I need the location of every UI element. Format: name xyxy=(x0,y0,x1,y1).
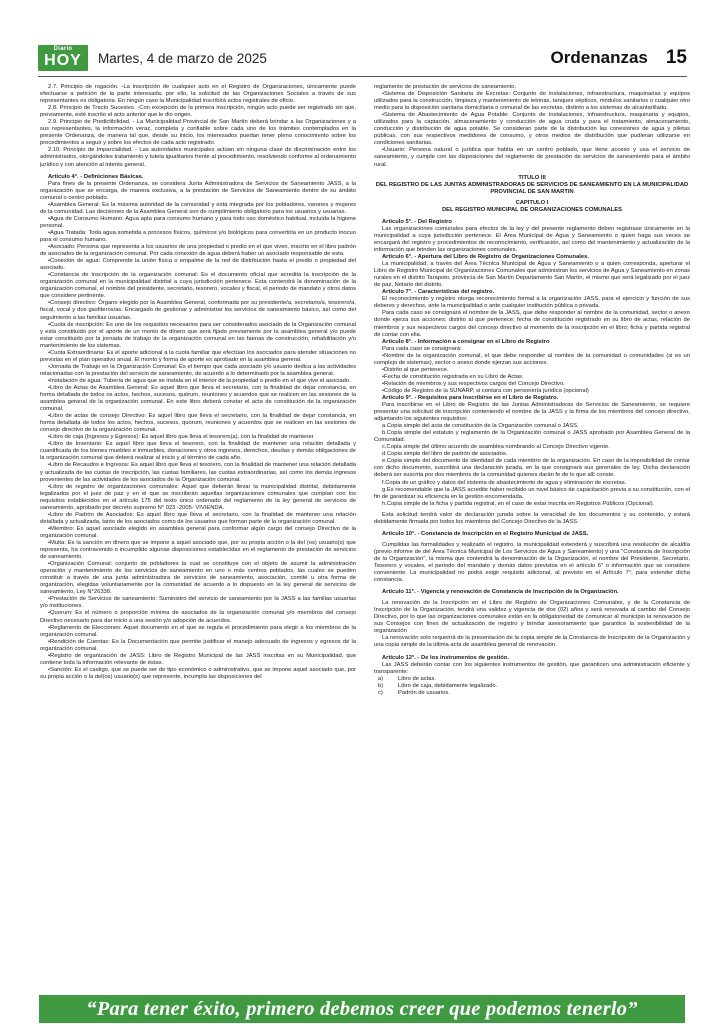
definition-item: •Reglamento de Elecciones: Aquel documento en el que se regula el procedimiento para elegir a los miembros de la organización comunal. xyxy=(40,624,356,638)
title-heading: TITULO III xyxy=(518,174,546,181)
definition-item: •Libro de actas de consejo Directivo: Es aquel libro que lleva el secretario, con la finalidad de dejar constancia, en forma detallada de todos los actos, hechos, sucesos, quorum, reuniones y acuerdos que se realicen en las sesiones de consejo directivo de la organización comunal. xyxy=(40,413,356,434)
list-marker: b) xyxy=(378,682,384,689)
definition-item: •Rendición de Cuentas: Es la Documentación que permite justificar el manejo adecuado de ingresos y egresos de la organización comunal. xyxy=(40,638,356,652)
definition-item: •Conexión de agua: Comprende la unión física o empalme de la red de distribución hasta el predio o propiedad del asociado. xyxy=(40,258,356,272)
article-heading: Artículo 6°. - Apertura del Libro de Registro de Organizaciones Comunales. xyxy=(382,254,589,261)
paragraph: La renovación solo requerirá de la presentación de la copia simple de la Constancia de Inscripción de la Organización y una copia simple de la última acta de asamblea general de renovación. xyxy=(374,635,690,649)
list-item: a.Copia simple del acta de constitución de la Organización comunal o JASS. xyxy=(382,423,579,430)
paragraph: Para cada caso se consignará: xyxy=(382,345,462,352)
list-text: Libro de actas. xyxy=(398,675,437,682)
column-left xyxy=(40,84,356,986)
list-marker: c) xyxy=(378,689,383,696)
article-heading: Artículo 7°. - Características del registro. xyxy=(382,289,495,296)
article-heading: Artículo 4°. - Definiciones Básicas. xyxy=(48,173,144,180)
definition-item: •Constancia de inscripción de la organización comunal: Es el documento oficial que acredita la inscripción de la organización comunal en la municipalidad distrital a cuya jurisdicción pertenece. Esta contendrá la denominación de la organización comunal, el nombre del presidente, secretario, tesorero, vocales y fiscal, el periodo de mandato y otros datos que considere pertinente. xyxy=(40,272,356,300)
definition-item: •Asamblea General: Es la máxima autoridad de la comunidad y está integrada por los pobladores, varones y mujeres de la comunidad. Las decisiones de la Asamblea General son de cumplimiento obligatorio para los usuarios y usuarias. xyxy=(40,201,356,215)
chapter-heading: CAPITULO I xyxy=(515,199,549,206)
paragraph: 2.9. Principio de Predictibilidad. - La Municipalidad Provincial de San Martín deberá brindar a las Organizaciones y a sus representantes, la información veraz, completa y confiable sobre cada uno de los trámites contemplados en la presente Ordenanza, de manera tal que, desde su inicio, los interesados puedan tener pleno conocimiento sobre los procedimientos a seguir y sobre los efectos de cada acto registrado. xyxy=(40,119,356,147)
column-right xyxy=(374,84,690,986)
definition-item: •Agua de Consumo Humano: Agua apta para consumo humano y para todo uso doméstico habitual, incluida la higiene personal. xyxy=(40,215,356,229)
definition-item: •Usuario: Persona natural o jurídica que habita en un centro poblado, que tiene acceso y usa el servicio de saneamiento, y cumple con las disposiciones del reglamento de prestación de servicios de saneamiento para el ámbito rural. xyxy=(374,147,690,168)
list-item: h.Copia simple de la ficha y partida registral, en el caso de estar inscrita en Registros Públicos (Opcional). xyxy=(382,500,655,507)
list-marker: a) xyxy=(378,675,384,682)
issue-date: Martes, 4 de marzo de 2025 xyxy=(98,50,267,66)
newspaper-logo xyxy=(38,45,88,71)
definition-item: •Prestación de Servicios de saneamiento: Suministro del servicio de saneamiento por la JASS a las familias usuarias y/o instituciones. xyxy=(40,596,356,610)
article-body xyxy=(40,84,690,986)
article-heading: Artículo 5°. - Del Registro xyxy=(382,218,452,225)
paragraph: reglamento de prestación de servicios de saneamiento. xyxy=(374,84,517,90)
list-item: •Código de Registro de la SUNARP, si contara con personería jurídica (opcional) xyxy=(382,387,589,394)
footer-quote: “Para tener éxito, primero debemos creer que podemos tenerlo” xyxy=(86,997,638,1020)
paragraph: 2.10. Principio de Imparcialidad. - Las autoridades municipales actúan sin ninguna clase de discriminación entre los administrados, otorgándoles tratamiento y tutela igualitarios frente al procedimiento, resolviendo conforme al ordenamiento jurídico y con atención al interés general. xyxy=(40,147,356,168)
page-header xyxy=(38,44,687,72)
list-item: f.Copia de un gráfico y datos del sistema de abastecimiento de agua y eliminación de excretas. xyxy=(382,479,627,486)
definition-item: •Asociado: Persona que representa a los usuarios de una propiedad o predio en el que viven, inscrito en el libro padrón de asociados de la organización comunal. Por cada conexión de agua deberá haber un asociado responsable de esta. xyxy=(40,244,356,258)
paragraph: Esta solicitud tendrá valor de declaración jurada sobre la veracidad de los documentos y su contenido, y estará debidamente firmada por todos los miembros del Concejo Directivo de la JASS. xyxy=(374,511,690,525)
list-item: c.Copia simple del último acuerdo de asamblea nombrando al Concejo Directivo vigente. xyxy=(382,444,610,451)
section-title: Ordenanzas xyxy=(550,48,648,67)
header-divider xyxy=(38,76,687,77)
article-heading: Artículo 9°. - Requisitos para Inscribirse en el Libro de Registro. xyxy=(382,394,559,401)
list-item: d.Copia simple del libro de padrón de asociados. xyxy=(382,451,508,458)
definition-item: •Quorum: Es el número o proporción mínima de asociados de la organización comunal y/o miembros del consejo Directivo necesario para dar inicio a una sesión y/o adopción de acuerdos. xyxy=(40,610,356,624)
paragraph: Para inscribirse en el Libro de Registro de las Juntas Administradoras de Servicios de Saneamiento, se requiere presentar una solicitud de inscripción conteniendo el nombre de la JASS y la firma de los miembros del concejo directivo, adjuntando los siguientes requisitos: xyxy=(374,402,690,423)
chapter-subheading: DEL REGISTRO MUNICIPAL DE ORGANIZACIONES COMUNALES xyxy=(441,206,623,213)
definition-item: •Agua Tratada: Toda agua sometida a procesos físicos, químicos y/o biológicos para convertirla en un producto inocuo para el consumo humano. xyxy=(40,229,356,243)
list-item: •Relación de miembros y sus respectivos cargos del Concejo Directivo. xyxy=(382,380,565,387)
list-item: g.Es recomendable que la JASS acredite haber recibido un nivel básico de capacitación previa a su constitución, con el fin de garantizar su eficiencia en la gestión encomendada. xyxy=(374,486,690,500)
definition-item: •Multa: Es la sanción en dinero que se impone a aquel asociado que, por su propia acción o la del (os) usuario(s) que representa, ha contravenido o incumplido algunas disposiciones establecidas en el reglamento de prestación de servicios de saneamiento. xyxy=(40,540,356,561)
logo-top-text: Diario xyxy=(53,46,73,52)
definition-item: •Registro de organización de JASS: Libro de Registro Municipal de las JASS inscritas en su Municipalidad, que contiene toda la información relevante de éstas. xyxy=(40,652,356,666)
definition-item: •Sistema de Abastecimiento de Agua Potable: Conjunto de instalaciones, infraestructura, maquinaria y equipos, utilizados para la captación, almacenamiento y conducción de agua cruda y para el tratamiento, almacenamiento, conducción y distribución de agua potable. Se consideran parte de la distribución las conexiones de agua y piletas públicas, con sus respectivos medidores de consumo, y otros medios de distribución que pudieran utilizarse en condiciones sanitarias. xyxy=(374,112,690,147)
article-heading: Artículo 12°. - De los instrumentos de gestión. xyxy=(382,654,509,661)
list-item: •Distrito al que pertenece. xyxy=(382,366,449,373)
title-subheading: DEL REGISTRO DE LAS JUNTAS ADMINISTRADORAS DE SERVICIOS DE SANEAMIENTO EN LA MUNICIPALIDAD PROVINCIAL DE SAN MARTIN xyxy=(375,181,689,195)
definition-item: •Libro de registro de organizaciones comunales: Aquel que deberán llevar la municipalidad distrital, debidamente legalizados por el juez de paz y en el que se inscribirán aquellas organizaciones comunales que cumplan con los requisitos establecidos en el artículo 175 del texto único ordenado del reglamento de la ley general de servicios de saneamiento, aprobado por decreto supremo N° 023 -2005- VIVIENDA. xyxy=(40,483,356,511)
paragraph: Para fines de la presente Ordenanza, se considera Junta Administradora de Servicios de Saneamiento JASS, a la organización que se encarga, de manera exclusiva, a la prestación de Servicios de Saneamiento dentro de su ámbito comunal o centro poblado. xyxy=(40,180,356,201)
definition-item: •Sanción: Es el castigo, que se puede ser de tipo económico o administrativo, que se impone aquel asociado que, por su propia acción o la del(os) usuario(s) que represente, incumpla las disposiciones del xyxy=(40,666,356,680)
definition-item: •Libro de Padrón de Asociados: Es aquel libro que lleva el secretario, con la finalidad de mantener una relación detallada y actualizada, tanto de los asociados como de los usuarios que forman parte de la organización comunal. xyxy=(40,511,356,525)
definition-item: •Organización Comunal: conjunto de pobladores la cual se constituye con el objeto de asumir la administración operación y mantenimiento de los servicios de saneamiento en uno o más centros poblados, las cuales se pueden constituir a través de una junta administradora de servicios de saneamiento, asociación, comité u otra forma de organización, elegidas voluntariamente por la comunidad de acuerdo a lo dispuesto en la ley general de servicios de saneamiento, Ley N°26338. xyxy=(40,561,356,596)
definition-item: •Cuota Extraordinaria: Es el aporte adicional a la cuota familiar que efectúan los asociados para atender situaciones no previstas en el plan operativo anual. El monto y forma de aporte es aprobado en la asamblea general. xyxy=(40,349,356,363)
footer-banner xyxy=(39,995,685,1023)
definition-item: •Libro de Actas de Asamblea General: Es aquel libro que lleva el secretario, con la finalidad de dejar constancia, en forma detallada de todos os actos, hechos, sucesos, quórum, reuniones y acuerdos que se realicen en las sesiones de la asamblea general de la organización comunal. En este libro deberá constar el acta de constitución de la organización comunal. xyxy=(40,384,356,413)
definition-item: •Instalación de agua: Tubería de agua que se instala en el interior de la propiedad o predio en el que vive el asociado. xyxy=(48,377,351,384)
paragraph: La renovación de la Inscripción en el Libro de Registro de Organizaciones Comunales, y de la Constancia de Inscripción de la Organización, tendrá una validez y vigencia de dos (02) años y será renovada al cambio del Consejo Directivo, por lo que las organizaciones comunales están en la obligatoriedad de comunicar al municipio la renovación de sus Consejos con fines de actualización de registro y brindar asesoramiento que garantice la sostenibilidad de la organización xyxy=(374,600,690,635)
list-item: •Nombre de la organización comunal, el que debe responder al nombre de la comunidad o comunidades (si es un complejo de sistemas), sector o anexo donde ejerzan sus acciones. xyxy=(374,352,690,366)
definition-item: •Cuota de inscripción: Es uno de los requisitos necesarios para ser considerados asociado de la Organización comunal y está constituido por el aporte de un monto de dinero que será fijado previamente por la asamblea general y/o puede estar constituido por la jornada de trabajo de la organización comunal en las faenas de construcción, rehabilitación y/o mantenimiento de los sistemas. xyxy=(40,321,356,349)
page-number: 15 xyxy=(665,47,687,68)
paragraph: 2.8. Principio de Tracto Sucesivo. -Con excepción de la primera inscripción, ningún acto puede ser registrado sin que, previamente, esté inscrito el acto anterior que le dio origen. xyxy=(40,105,356,119)
definition-item: •Libro de Inventario: Es aquel libro que lleva el tesorero, con la finalidad de mantener una relación detallada y cuantificada de los bienes muebles e inmuebles, donaciones y otros ingresos, derechos, deudas y demás obligaciones de la organización comunal que deberá realizar al inicio y al término de cada año. xyxy=(40,441,356,462)
list-item xyxy=(374,683,690,690)
definition-item: •Libro de caja (Ingresos y Egresos): Es aquel libro que lleva el tesorero(a), con la finalidad de mantener xyxy=(48,434,314,441)
list-item: •Fecha de constitución registrada en su Libro de Actas. xyxy=(382,373,524,380)
article-heading: Artículo 11°. - Vigencia y renovación de Constancia de Inscripción de la Organización. xyxy=(382,589,619,596)
definition-item: •Libro de Recaudos e Ingresos: Es aquel libro que lleva el tesorero, con la finalidad de mantener una relación detallada y actualizada de las cuotas de inscripción, las cuotas familiares, las cuotas extraordinarias, así como los demás ingresos provenientes de las actividades de los asociados de la Organización comunal. xyxy=(40,462,356,483)
definition-item: •Sistema de Disposición Sanitaria de Excretas: Conjunto de instalaciones, infraestructura, maquinarias y equipos utilizados para la construcción, limpieza y mantenimiento de letrinas, tanques sépticos, módulos sanitarios o cualquier otro medio para la disposición sanitaria domiciliaria o comunal de las excretas, distinto a los sistemas de alcantarillado. xyxy=(374,91,690,112)
definition-item: •Jornada de Trabajo en la Organización Comunal: Es el tiempo que cada asociado y/o usuario dedica a las actividades relacionadas con la prestación del servicio de saneamiento, de acuerdo a lo determinado por la asamblea general. xyxy=(40,363,356,377)
list-item: b.Copia simple del estatuto y reglamento de la Organización comunal o JASS aprobado por Asamblea General de la Comunidad. xyxy=(374,430,690,444)
list-item xyxy=(374,676,690,683)
article-heading: Artículo 8°. - Información a consignar en el Libro de Registro xyxy=(382,338,550,345)
list-item xyxy=(374,690,690,697)
logo-main-text: HOY xyxy=(44,52,82,69)
paragraph: 2.7. Principio de rogación. -La inscripción de cualquier acto en el Registro de Organizaciones, únicamente puede efectuarse a petición de la parte interesada; por ello, la solicitud de las Organizaciones Sociales a través de sus representantes es obligatoria. En ningún caso la Municipalidad inscribirá actos registrales de oficio. xyxy=(40,84,356,105)
definition-item: •Miembro: Es aquel asociado elegido en asamblea general para conformar algún cargo del consejo Directivo de la organización comunal. xyxy=(40,525,356,539)
paragraph: La municipalidad, a través del Área Técnica Municipal de Agua y Saneamiento o a quien corresponda, aperturar el Libro de Registro Municipal de Organizaciones Comunales que administran los servicios de Agua y Saneamiento en zonas rurales en el distrito Tarapoto, provincia de San Martín Departamento San Martín, el mismo que será legalizado por el juez de paz, Notario del distrito. xyxy=(374,261,690,289)
paragraph: Las organizaciones comunales para efectos de la ley y del presente reglamento deben registrase únicamente en la municipalidad a cuya jurisdicción pertenece. El Área Municipal de Agua y Saneamiento o quien haga sus veces se encargará del registro y procedimientos de reconocimiento, verificación, así como del mantenimiento y actualización de la información que brinden las organizaciones comunales. xyxy=(374,225,690,253)
paragraph: Cumplidas las formalidades y realizado el registro, la municipalidad extenderá y suscribirá una resolución de alcaldía (previo informe de del Área Técnica Municipal de Los Servicios de Agua y Saneamiento) y una "Constancia de Inscripción de la Organización", la misma que contendrá la denominación de la Organización, el nombre del Presidente, Secretario, Tesorero y vocales, el periodo del mandato y demás datos previstos en el artículo 6° o información que se considere conveniente. La municipalidad no podrá exigir requisito adicional, al previsto en el Artículo 7°, para extender dicha constancia. xyxy=(374,541,690,584)
list-text: Libro de caja, debidamente legalizado. xyxy=(398,682,498,689)
list-item: e.Copia simple del documento de identidad de cada miembro de la organización. En caso de la imposibilidad de contar con dicho documento, suscribirá una declaración jurada, en la que consignará sus generales de ley. Dicha declaración deberá ser suscrita por dos miembros de la comunidad quienes darán fe de lo que allí conste. xyxy=(374,458,690,479)
paragraph: Para cada caso se consignará el nombre de la JASS, que debe responder al nombre de la comunidad, sector o anexo donde ejerza sus acciones; distrito al que pertenece; fecha de constitución registrado en su libro de actas, relación de miembros y sus respectivos cargos del concejo directivo al momento de la inscripción en el libro; ficha y partida registral de contar con ella. xyxy=(374,310,690,338)
paragraph: El reconocimiento y registro otorga reconocimiento formal a la organización JASS, para el ejercicio y función de sus deberes y derechos, ante la municipalidad o ante cualquier institución pública o privada. xyxy=(374,296,690,310)
definition-item: •Consejo directivo: Órgano elegido por la Asamblea General, conformada por su presidente/a, secretario/a, tesorero/a, fiscal, vocal y dos gasfiteros/as. Encargado de gestionar y administrar los servicios de saneamiento básico, así como del seguimiento a las familias usuarias. xyxy=(40,300,356,321)
article-heading: Artículo 10°. - Constancia de Inscripción en el Registro Municipal de JASS. xyxy=(382,530,589,537)
paragraph: Las JASS deberán contar con los siguientes instrumentos de gestión, que garanticen una administración eficiente y transparente: xyxy=(374,661,690,675)
list-text: Padrón de usuarios. xyxy=(398,689,450,696)
